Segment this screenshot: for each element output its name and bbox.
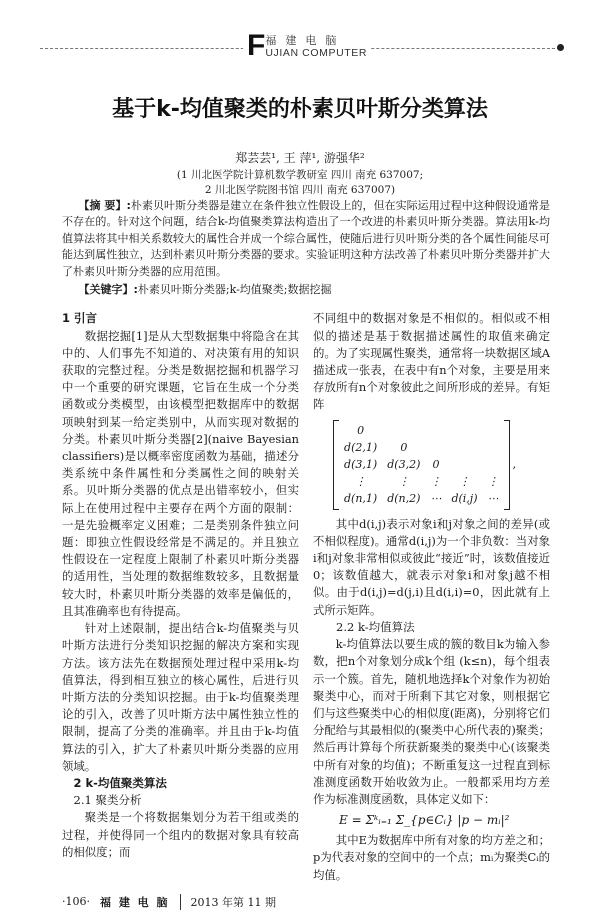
matrix-cell xyxy=(483,439,504,456)
matrix-cell: ⋯ xyxy=(430,492,442,506)
subsection-heading-2-2: 2.2 k-均值算法 xyxy=(336,619,415,634)
paragraph: 聚类是一个将数据集划分为若干组或类的过程，并使得同一个组内的数据对象具有较高的相似度；而 xyxy=(62,810,299,859)
two-column-body xyxy=(62,310,550,883)
matrix-row xyxy=(339,473,504,490)
matrix-cell xyxy=(382,422,425,439)
journal-name-en: UJIAN COMPUTER xyxy=(265,46,368,59)
journal-logo-letter: F xyxy=(247,29,266,62)
matrix-cell xyxy=(446,439,482,456)
affiliation-2: 2 川北医学院图书馆 四川 南充 637007) xyxy=(204,184,396,196)
matrix-cell: ⋮ xyxy=(458,475,470,489)
matrix-cell xyxy=(425,422,446,439)
matrix-cell: d(3,2) xyxy=(387,458,421,472)
matrix-cell: d(i,j) xyxy=(451,492,478,506)
journal-header xyxy=(243,29,371,62)
authors: 郑芸芸¹, 王 萍¹, 游强华² xyxy=(235,151,365,165)
paragraph: 针对上述限制，提出结合k-均值聚类与贝叶斯方法进行分类知识挖掘的解决方案和实现方法。该方法先在数据预处理过程中采用k-均值算法，得到相互独立的核心属性，后进行贝叶斯方法的分类知识挖掘。由于k-均值聚类理论的引入，改善了贝叶斯方法中属性独立性的限制，提高了分类的准确率。并且由于k-均值算法的引入，扩大了朴素贝叶斯分类器的应用领域。 xyxy=(62,621,299,773)
matrix-cell: 0 xyxy=(400,440,408,454)
paragraph: 不同组中的数据对象是不相似的。相似或不相似的描述是基于数据描述属性的取值来确定的。为了实现属性聚类，通常将一块数据区域A描述成一张表，在表中有n个对象，主要是用来存放所有n个对象彼此之间所形成的差异。有矩阵 xyxy=(313,311,550,412)
paragraph: 其中d(i,j)表示对象i和j对象之间的差异(或不相似程度)。通常d(i,j)为一个非负数：当对象i和j对象非常相似或彼此“接近”时，该数值接近0；该数值越大，就表示对象i和对象j越不相似。由于d(i,j)=d(j,i)且d(i,i)=0，因此就有上式所示矩阵。 xyxy=(313,516,550,617)
matrix-cell xyxy=(446,422,482,439)
page-footer xyxy=(62,894,550,910)
paragraph: k-均值算法以要生成的簇的数目k为输入参数，把n个对象划分成k个组 (k≤n)，每个组表示一个簇。首先，随机地选择k个对象作为初始聚类中心，而对于所剩下其它对象，则根据它们与这些聚类中心的相似度(距离)，分别将它们分配给与其最相似的(聚类中心所代表的)聚类；然后再计算每个所获新聚类的聚类中心(该聚类中所有对象的均值)；不断重复这一过程直到标准测度函数开始收敛为止。一般都采用均方差作为标准测度函数，具体定义如下： xyxy=(313,637,550,806)
keywords-label: 【关键字】: xyxy=(78,283,138,297)
footer-divider xyxy=(180,894,181,910)
paragraph: 其中E为数据库中所有对象的均方差之和；p为代表对象的空间中的一个点；mᵢ为聚类Cᵢ的均值。 xyxy=(313,833,550,882)
abstract-label: 【摘 要】: xyxy=(78,199,131,212)
paper-body xyxy=(62,198,550,910)
matrix-cell xyxy=(483,456,504,473)
paragraph: 数据挖掘[1]是从大型数据集中将隐含在其中的、人们事先不知道的、对决策有用的知识获取的完整过程。分类是数据挖掘和机器学习中一个重要的研究课题，它旨在生成一个分类函数或分类模型，由该模型把数据库中的数据项映射到某一给定类别中，从而实现对数据的分类。朴素贝叶斯分类器[2](naive Bayesian classifiers)是以概率密度函数为基础，描述分类系统中条件属性和分类属性之间的映射关系。贝叶斯分类器的优点是出错率较小，但实际上在使用过程中主要存在两个方面的限制：一是先验概率定义困难；二是类别条件独立问题：即独立性假设经常是不满足的。并且独立性假设在一定程度上限制了朴素贝叶斯分类器的适用性，当处理的数据维数较多，且数据量较大时，朴素贝叶斯分类器的效率是偏低的，且其准确率也有待提高。 xyxy=(62,328,299,618)
matrix-cell xyxy=(483,422,504,439)
section-heading-2: 2 k-均值聚类算法 xyxy=(73,775,167,790)
footer-journal: 福 建 电 脑 xyxy=(100,895,170,909)
matrix-cell: ⋮ xyxy=(398,475,410,489)
abstract-text: 朴素贝叶斯分类器是建立在条件独立性假设上的，但在实际运用过程中这种假设通常是不存在的。针对这个问题，结合k-均值聚类算法构造出了一个改进的朴素贝叶斯分类器。算法用k-均值算法将其中相关系数较大的属性合并成一个综合属性，使随后进行贝叶斯分类的各个属性间能尽可能达到属性独立，达到朴素贝叶斯分类器的要求。实验证明这种方法改善了朴素贝叶斯分类器并扩大了朴素贝叶斯分类器的应用范围。 xyxy=(62,199,551,278)
subsection-heading-2-1: 2.1 聚类分析 xyxy=(73,793,142,808)
matrix-row xyxy=(339,456,504,473)
section-heading-1: 1 引言 xyxy=(62,311,98,326)
matrix-cell: ⋮ xyxy=(430,475,442,489)
affiliation-1: (1 川北医学院计算机数学教研室 四川 南充 637007; xyxy=(176,169,424,181)
matrix-row xyxy=(339,422,504,439)
matrix-comma: , xyxy=(512,457,517,472)
matrix-cell: ⋯ xyxy=(487,492,499,506)
matrix-cell: 0 xyxy=(432,458,440,472)
dissimilarity-matrix xyxy=(333,420,550,510)
matrix-cell: ⋮ xyxy=(487,475,499,489)
matrix-cell: d(n,1) xyxy=(344,492,378,506)
matrix-row xyxy=(339,490,504,507)
header-dot-icon xyxy=(557,44,564,51)
matrix-cell: d(n,2) xyxy=(387,492,421,506)
journal-name-cn: 福建电脑 xyxy=(265,33,346,47)
matrix-cell: d(3,1) xyxy=(344,458,378,472)
matrix-cell: ⋮ xyxy=(355,475,367,489)
paper-title: 基于k-均值聚类的朴素贝叶斯分类算法 xyxy=(112,97,488,122)
matrix-cell: d(2,1) xyxy=(344,440,378,454)
matrix-cell: 0 xyxy=(357,423,365,437)
matrix-cell xyxy=(425,439,446,456)
page-number: ·106· xyxy=(62,895,90,909)
matrix-cell xyxy=(446,456,482,473)
left-column xyxy=(62,310,299,883)
right-column xyxy=(313,310,550,883)
formula-E: E = Σᵏᵢ₌₁ Σ_{p∈Cᵢ} |p − mᵢ|² xyxy=(339,813,510,828)
keywords xyxy=(62,282,550,298)
footer-issue: 2013 年第 11 期 xyxy=(190,895,276,909)
matrix-row xyxy=(339,439,504,456)
keywords-text: 朴素贝叶斯分类器;k-均值聚类;数据挖掘 xyxy=(137,283,332,297)
abstract xyxy=(62,198,550,280)
